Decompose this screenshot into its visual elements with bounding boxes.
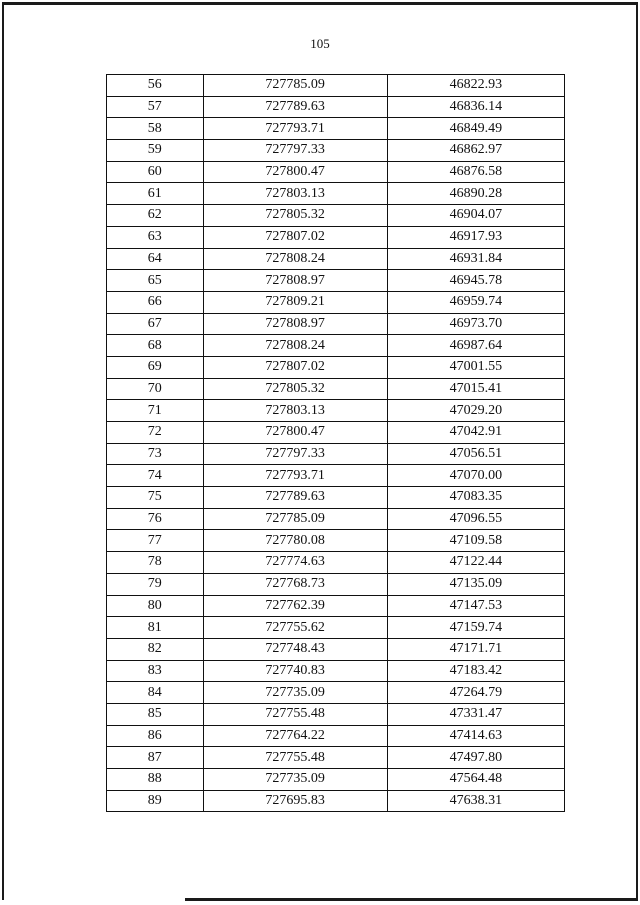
point-number-cell: 70 [107, 378, 204, 400]
point-number-cell: 79 [107, 573, 204, 595]
point-number-cell: 63 [107, 226, 204, 248]
point-number-cell: 82 [107, 638, 204, 660]
point-number-cell: 69 [107, 356, 204, 378]
x-coordinate-cell: 727797.33 [203, 443, 387, 465]
coordinates-table [106, 74, 565, 812]
y-coordinate-cell: 47147.53 [387, 595, 564, 617]
table-row [107, 638, 565, 660]
point-number-cell: 71 [107, 400, 204, 422]
table-row [107, 400, 565, 422]
point-number-cell: 66 [107, 291, 204, 313]
point-number-cell: 88 [107, 769, 204, 791]
table-row [107, 769, 565, 791]
x-coordinate-cell: 727808.97 [203, 313, 387, 335]
scan-border-left [2, 2, 4, 900]
y-coordinate-cell: 47122.44 [387, 552, 564, 574]
y-coordinate-cell: 46904.07 [387, 205, 564, 227]
table-row [107, 443, 565, 465]
point-number-cell: 76 [107, 508, 204, 530]
y-coordinate-cell: 47096.55 [387, 508, 564, 530]
point-number-cell: 57 [107, 96, 204, 118]
y-coordinate-cell: 47414.63 [387, 725, 564, 747]
point-number-cell: 80 [107, 595, 204, 617]
y-coordinate-cell: 47001.55 [387, 356, 564, 378]
point-number-cell: 72 [107, 422, 204, 444]
table-row [107, 790, 565, 812]
y-coordinate-cell: 46849.49 [387, 118, 564, 140]
point-number-cell: 73 [107, 443, 204, 465]
x-coordinate-cell: 727755.48 [203, 703, 387, 725]
table-row [107, 183, 565, 205]
point-number-cell: 60 [107, 161, 204, 183]
page-number: 105 [310, 36, 330, 51]
x-coordinate-cell: 727780.08 [203, 530, 387, 552]
point-number-cell: 67 [107, 313, 204, 335]
table-row [107, 682, 565, 704]
y-coordinate-cell: 47159.74 [387, 617, 564, 639]
y-coordinate-cell: 47015.41 [387, 378, 564, 400]
point-number-cell: 83 [107, 660, 204, 682]
y-coordinate-cell: 47564.48 [387, 769, 564, 791]
point-number-cell: 58 [107, 118, 204, 140]
y-coordinate-cell: 46959.74 [387, 291, 564, 313]
y-coordinate-cell: 47042.91 [387, 422, 564, 444]
table-row [107, 725, 565, 747]
y-coordinate-cell: 47109.58 [387, 530, 564, 552]
scan-border-top [2, 2, 638, 5]
x-coordinate-cell: 727805.32 [203, 378, 387, 400]
y-coordinate-cell: 47638.31 [387, 790, 564, 812]
x-coordinate-cell: 727785.09 [203, 75, 387, 97]
table-row [107, 96, 565, 118]
table-row [107, 140, 565, 162]
table-row [107, 660, 565, 682]
table-row [107, 703, 565, 725]
scan-border-right [636, 2, 638, 900]
x-coordinate-cell: 727768.73 [203, 573, 387, 595]
y-coordinate-cell: 47070.00 [387, 465, 564, 487]
table-row [107, 356, 565, 378]
y-coordinate-cell: 47083.35 [387, 487, 564, 509]
point-number-cell: 62 [107, 205, 204, 227]
y-coordinate-cell: 47183.42 [387, 660, 564, 682]
x-coordinate-cell: 727808.97 [203, 270, 387, 292]
point-number-cell: 84 [107, 682, 204, 704]
point-number-cell: 89 [107, 790, 204, 812]
x-coordinate-cell: 727793.71 [203, 465, 387, 487]
table-row [107, 248, 565, 270]
table-row [107, 552, 565, 574]
table-row [107, 487, 565, 509]
x-coordinate-cell: 727807.02 [203, 356, 387, 378]
y-coordinate-cell: 46822.93 [387, 75, 564, 97]
x-coordinate-cell: 727807.02 [203, 226, 387, 248]
table-row [107, 617, 565, 639]
table-row [107, 313, 565, 335]
point-number-cell: 68 [107, 335, 204, 357]
point-number-cell: 74 [107, 465, 204, 487]
point-number-cell: 81 [107, 617, 204, 639]
x-coordinate-cell: 727748.43 [203, 638, 387, 660]
scan-border-bottom [185, 898, 638, 901]
table-row [107, 205, 565, 227]
coordinates-table-body [107, 75, 565, 812]
x-coordinate-cell: 727785.09 [203, 508, 387, 530]
x-coordinate-cell: 727803.13 [203, 400, 387, 422]
table-row [107, 595, 565, 617]
point-number-cell: 86 [107, 725, 204, 747]
x-coordinate-cell: 727800.47 [203, 422, 387, 444]
point-number-cell: 85 [107, 703, 204, 725]
y-coordinate-cell: 46917.93 [387, 226, 564, 248]
x-coordinate-cell: 727797.33 [203, 140, 387, 162]
y-coordinate-cell: 46890.28 [387, 183, 564, 205]
y-coordinate-cell: 46876.58 [387, 161, 564, 183]
table-row [107, 378, 565, 400]
table-row [107, 75, 565, 97]
point-number-cell: 87 [107, 747, 204, 769]
point-number-cell: 77 [107, 530, 204, 552]
y-coordinate-cell: 47331.47 [387, 703, 564, 725]
x-coordinate-cell: 727762.39 [203, 595, 387, 617]
x-coordinate-cell: 727735.09 [203, 682, 387, 704]
y-coordinate-cell: 47171.71 [387, 638, 564, 660]
x-coordinate-cell: 727803.13 [203, 183, 387, 205]
y-coordinate-cell: 47135.09 [387, 573, 564, 595]
y-coordinate-cell: 46987.64 [387, 335, 564, 357]
table-row [107, 422, 565, 444]
y-coordinate-cell: 47029.20 [387, 400, 564, 422]
x-coordinate-cell: 727809.21 [203, 291, 387, 313]
x-coordinate-cell: 727789.63 [203, 487, 387, 509]
point-number-cell: 78 [107, 552, 204, 574]
x-coordinate-cell: 727789.63 [203, 96, 387, 118]
point-number-cell: 64 [107, 248, 204, 270]
point-number-cell: 65 [107, 270, 204, 292]
y-coordinate-cell: 46973.70 [387, 313, 564, 335]
table-row [107, 270, 565, 292]
x-coordinate-cell: 727805.32 [203, 205, 387, 227]
table-row [107, 226, 565, 248]
table-row [107, 465, 565, 487]
x-coordinate-cell: 727774.63 [203, 552, 387, 574]
table-row [107, 530, 565, 552]
y-coordinate-cell: 46862.97 [387, 140, 564, 162]
table-row [107, 335, 565, 357]
table-row [107, 573, 565, 595]
x-coordinate-cell: 727755.62 [203, 617, 387, 639]
point-number-cell: 75 [107, 487, 204, 509]
table-row [107, 291, 565, 313]
x-coordinate-cell: 727764.22 [203, 725, 387, 747]
x-coordinate-cell: 727695.83 [203, 790, 387, 812]
table-row [107, 747, 565, 769]
table-row [107, 118, 565, 140]
x-coordinate-cell: 727740.83 [203, 660, 387, 682]
point-number-cell: 59 [107, 140, 204, 162]
x-coordinate-cell: 727793.71 [203, 118, 387, 140]
y-coordinate-cell: 46836.14 [387, 96, 564, 118]
y-coordinate-cell: 47264.79 [387, 682, 564, 704]
table-row [107, 508, 565, 530]
y-coordinate-cell: 46945.78 [387, 270, 564, 292]
y-coordinate-cell: 47056.51 [387, 443, 564, 465]
x-coordinate-cell: 727755.48 [203, 747, 387, 769]
point-number-cell: 61 [107, 183, 204, 205]
point-number-cell: 56 [107, 75, 204, 97]
y-coordinate-cell: 47497.80 [387, 747, 564, 769]
x-coordinate-cell: 727808.24 [203, 335, 387, 357]
x-coordinate-cell: 727735.09 [203, 769, 387, 791]
x-coordinate-cell: 727808.24 [203, 248, 387, 270]
table-row [107, 161, 565, 183]
x-coordinate-cell: 727800.47 [203, 161, 387, 183]
y-coordinate-cell: 46931.84 [387, 248, 564, 270]
